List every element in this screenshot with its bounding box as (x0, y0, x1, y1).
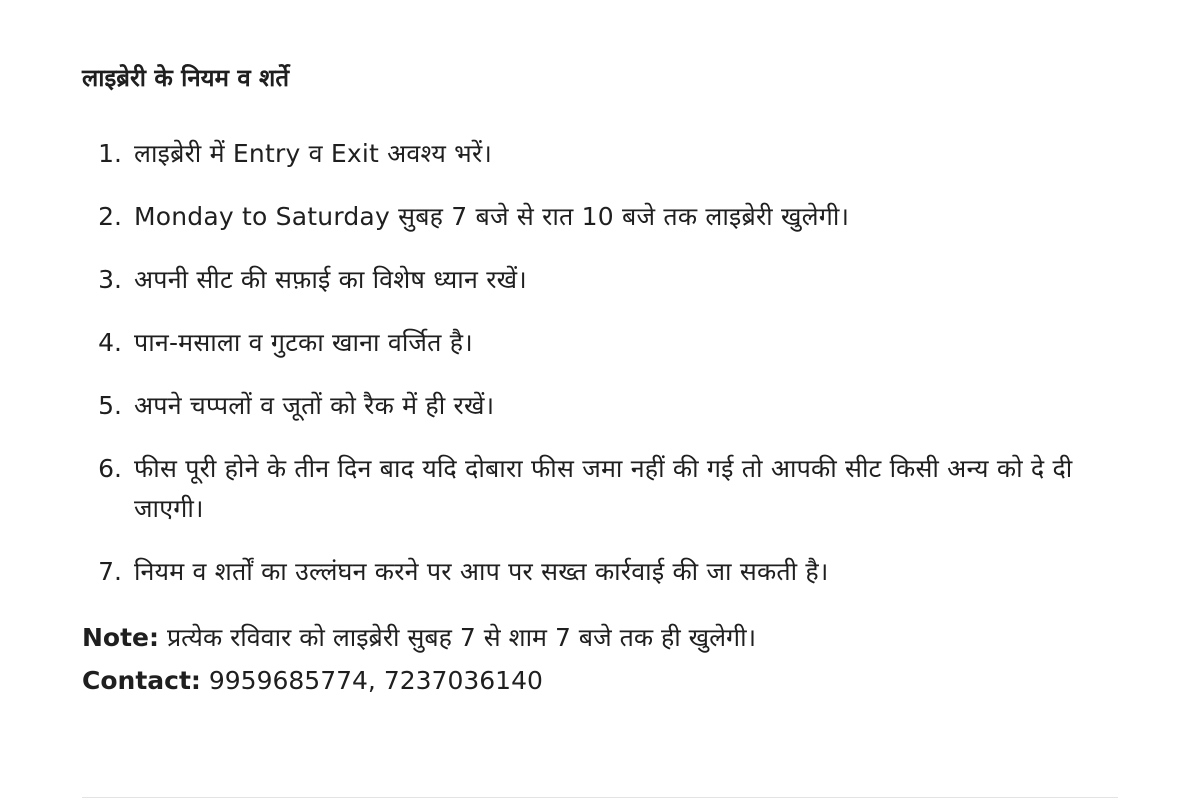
rule-text: अपनी सीट की सफ़ाई का विशेष ध्यान रखें। (134, 265, 527, 294)
note-line (82, 616, 1122, 659)
note-label: Note: (82, 623, 160, 652)
contact-numbers: 9959685774, 7237036140 (200, 666, 543, 695)
rule-item-1 (82, 134, 1122, 174)
contact-label: Contact: (82, 666, 201, 695)
rule-text: पान-मसाला व गुटका खाना वर्जित है। (134, 328, 473, 357)
rule-text: फीस पूरी होने के तीन दिन बाद यदि दोबारा फीस जमा नहीं की गई तो आपकी सीट किसी अन्य को दे दी जाएगी। (134, 454, 1073, 523)
rule-item-7 (82, 552, 1122, 592)
rule-number: 3. (98, 265, 122, 294)
rule-item-2 (82, 197, 1122, 237)
contact-line (82, 659, 1122, 702)
rule-item-5 (82, 386, 1122, 426)
rule-number: 7. (98, 557, 122, 586)
rule-item-3 (82, 260, 1122, 300)
rule-text: अपने चप्पलों व जूतों को रैक में ही रखें। (134, 391, 495, 420)
rule-number: 1. (98, 139, 122, 168)
rule-text: लाइब्रेरी में Entry व Exit अवश्य भरें। (134, 139, 493, 168)
rule-number: 5. (98, 391, 122, 420)
page-title: लाइब्रेरी के नियम व शर्ते (82, 64, 290, 92)
rule-text: नियम व शर्तों का उल्लंघन करने पर आप पर सख्त कार्रवाई की जा सकती है। (134, 557, 829, 586)
rule-number: 6. (98, 454, 122, 483)
note-contact-block (82, 616, 1122, 702)
bottom-divider (82, 797, 1118, 798)
rules-list (82, 134, 1122, 592)
note-text: प्रत्येक रविवार को लाइब्रेरी सुबह 7 से शाम 7 बजे तक ही खुलेगी। (159, 623, 757, 652)
rule-text: Monday to Saturday सुबह 7 बजे से रात 10 बजे तक लाइब्रेरी खुलेगी। (134, 202, 850, 231)
library-rules-content (82, 58, 1122, 702)
rule-number: 2. (98, 202, 122, 231)
rule-item-6 (82, 449, 1122, 529)
rule-number: 4. (98, 328, 122, 357)
rule-item-4 (82, 323, 1122, 363)
